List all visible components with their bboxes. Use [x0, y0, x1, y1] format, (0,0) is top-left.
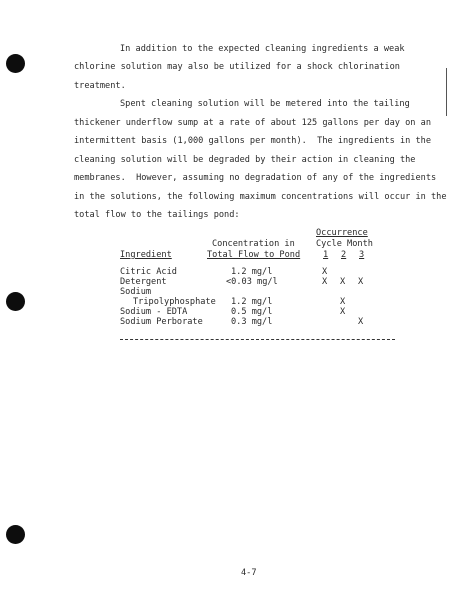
punch-hole-bottom — [6, 525, 25, 544]
row-ingredient: Detergent — [120, 277, 167, 287]
row-occurrence-3: X — [358, 277, 364, 287]
row-occurrence-1: X — [322, 277, 328, 287]
page-number: 4-7 — [241, 568, 257, 578]
row-occurrence-2: X — [340, 297, 346, 307]
paragraph-line: cleaning solution will be degraded by their action in cleaning the — [74, 155, 416, 165]
header-concentration-line1: Concentration in — [212, 239, 295, 249]
header-col-1: 1 — [323, 250, 329, 260]
row-ingredient: Sodium Perborate — [120, 317, 203, 327]
row-concentration: 1.2 mg/l — [231, 267, 273, 277]
row-occurrence-1: X — [322, 267, 328, 277]
row-concentration: 0.3 mg/l — [231, 317, 273, 327]
header-occurrence: Occurrence — [316, 228, 368, 238]
row-ingredient: Sodium - EDTA — [120, 307, 188, 317]
paragraph-line: chlorine solution may also be utilized for a shock chlorination — [74, 62, 400, 72]
paragraph-line: treatment. — [74, 81, 126, 91]
paragraph-line: In addition to the expected cleaning ingredients a weak — [120, 44, 405, 54]
paragraph-line: membranes. However, assuming no degradation of any of the ingredients — [74, 173, 437, 183]
row-ingredient: Tripolyphosphate — [133, 297, 216, 307]
header-ingredient: Ingredient — [120, 250, 172, 260]
punch-hole-middle — [6, 292, 25, 311]
row-ingredient: Citric Acid — [120, 267, 177, 277]
header-concentration-line2: Total Flow to Pond — [207, 250, 301, 260]
row-ingredient: Sodium — [120, 287, 152, 297]
paragraph-line: in the solutions, the following maximum concentrations will occur in the — [74, 192, 447, 202]
row-occurrence-2: X — [340, 307, 346, 317]
row-occurrence-2: X — [340, 277, 346, 287]
punch-hole-top — [6, 54, 25, 73]
paragraph-line: Spent cleaning solution will be metered into the tailing — [120, 99, 410, 109]
margin-rule — [446, 68, 447, 116]
paragraph-line: total flow to the tailings pond: — [74, 210, 240, 220]
paragraph-line: thickener underflow sump at a rate of about 125 gallons per day on an — [74, 118, 431, 128]
header-cycle-month: Cycle Month — [316, 239, 373, 249]
paragraph-line: intermittent basis (1,000 gallons per month). The ingredients in the — [74, 136, 431, 146]
header-col-2: 2 — [341, 250, 347, 260]
row-concentration: 1.2 mg/l — [231, 297, 273, 307]
row-occurrence-3: X — [358, 317, 364, 327]
row-concentration: 0.5 mg/l — [231, 307, 273, 317]
table-end-rule — [120, 339, 395, 340]
row-concentration: <0.03 mg/l — [226, 277, 278, 287]
header-col-3: 3 — [359, 250, 365, 260]
